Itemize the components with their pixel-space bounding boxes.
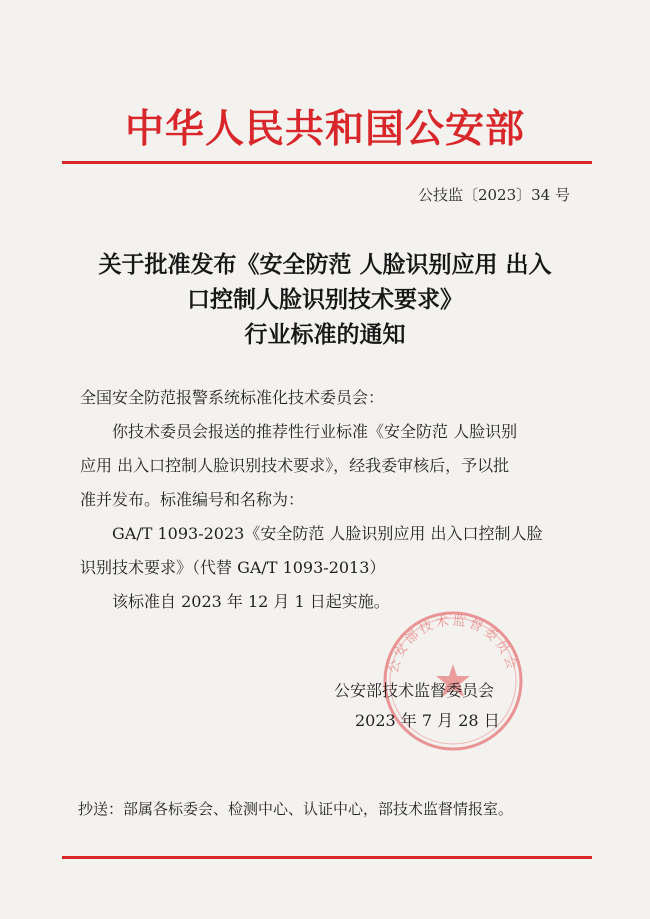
issue-date: 2023 年 7 月 28 日 — [355, 711, 500, 730]
addressee: 全国安全防范报警系统标准化技术委员会： — [80, 388, 385, 407]
header-red-rule — [62, 161, 592, 164]
doc-title-line-1: 关于批准发布《安全防范 人脸识别应用 出入 — [98, 251, 552, 278]
issuing-authority-title: 中华人民共和国公安部 — [124, 106, 525, 152]
body-para1-line1: 你技术委员会报送的推荐性行业标准《安全防范 人脸识别 — [112, 422, 518, 441]
footer-red-rule — [62, 856, 592, 859]
body-para1-line2: 应用 出入口控制人脸识别技术要求》，经我委审核后，予以批 — [80, 456, 510, 475]
doc-title-line-2: 口控制人脸识别技术要求》 — [187, 286, 463, 313]
document-number: 公技监〔2023〕34 号 — [417, 186, 570, 204]
body-para2-line1: GA/T 1093-2023《安全防范 人脸识别应用 出入口控制人脸 — [112, 524, 543, 543]
body-para3: 该标准自 2023 年 12 月 1 日起实施。 — [112, 592, 390, 611]
body-para2-line2: 识别技术要求》（代替 GA/T 1093-2013） — [80, 558, 386, 577]
seal-text: 公安部技术监督委员会 — [386, 613, 520, 675]
body-para1-line3: 准并发布。标准编号和名称为： — [80, 490, 305, 509]
doc-title-line-3: 行业标准的通知 — [244, 321, 406, 348]
issuer-signature: 公安部技术监督委员会 — [334, 681, 495, 700]
cc-distribution: 抄送：部属各标委会、检测中心、认证中心，部技术监督情报室。 — [78, 800, 514, 818]
